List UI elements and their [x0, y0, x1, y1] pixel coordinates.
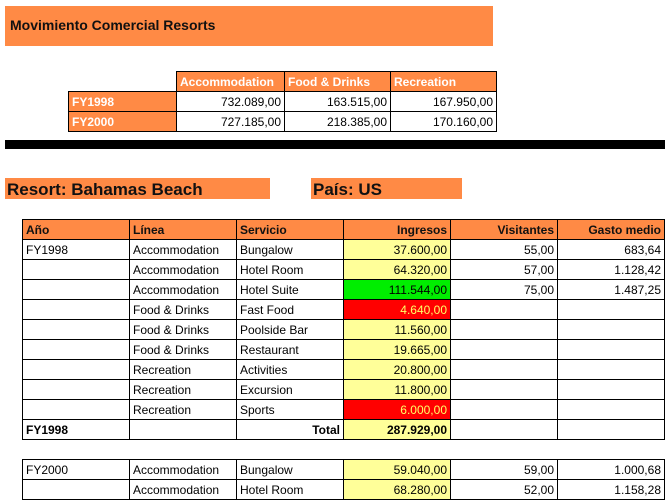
year-cell	[23, 480, 130, 500]
year-cell: FY1998	[23, 240, 130, 260]
summary-cell: 218.385,00	[285, 112, 391, 132]
spacer-row	[23, 440, 665, 460]
table-row	[23, 260, 665, 280]
year-cell	[23, 300, 130, 320]
summary-header: Food & Drinks	[285, 72, 391, 92]
service-cell: Hotel Room	[237, 260, 344, 280]
visitors-cell: 52,00	[451, 480, 558, 500]
table-row	[23, 380, 665, 400]
summary-cell: 170.160,00	[391, 112, 497, 132]
year-cell	[23, 380, 130, 400]
spacer-cell	[130, 440, 237, 460]
year-cell	[23, 280, 130, 300]
table-row	[23, 240, 665, 260]
column-header: Línea	[130, 220, 237, 240]
visitors-cell: 75,00	[451, 280, 558, 300]
line-cell: Accommodation	[130, 280, 237, 300]
avg-spend-cell: 1.128,42	[558, 260, 665, 280]
column-header: Ingresos	[344, 220, 451, 240]
total-row	[23, 420, 665, 440]
avg-spend-cell	[558, 360, 665, 380]
line-cell: Accommodation	[130, 460, 237, 480]
visitors-cell	[451, 360, 558, 380]
visitors-cell: 57,00	[451, 260, 558, 280]
service-cell: Hotel Room	[237, 480, 344, 500]
service-cell: Sports	[237, 400, 344, 420]
summary-row-label: FY2000	[69, 112, 177, 132]
year-cell	[23, 340, 130, 360]
table-row	[23, 320, 665, 340]
service-cell: Fast Food	[237, 300, 344, 320]
year-cell: FY2000	[23, 460, 130, 480]
line-cell: Accommodation	[130, 240, 237, 260]
summary-cell: 727.185,00	[177, 112, 285, 132]
revenue-cell: 64.320,00	[344, 260, 451, 280]
visitors-cell: 55,00	[451, 240, 558, 260]
service-cell: Restaurant	[237, 340, 344, 360]
revenue-cell: 4.640,00	[344, 300, 451, 320]
summary-header-row	[69, 72, 497, 92]
visitors-cell	[451, 300, 558, 320]
year-cell	[23, 360, 130, 380]
table-row	[23, 340, 665, 360]
avg-spend-cell: 1.487,25	[558, 280, 665, 300]
visitors-cell	[451, 320, 558, 340]
line-cell: Food & Drinks	[130, 300, 237, 320]
service-cell: Activities	[237, 360, 344, 380]
total-empty-cell	[130, 420, 237, 440]
avg-spend-cell: 683,64	[558, 240, 665, 260]
detail-table	[22, 219, 665, 500]
line-cell: Accommodation	[130, 260, 237, 280]
summary-cell: 732.089,00	[177, 92, 285, 112]
section-divider	[5, 140, 665, 149]
summary-corner	[69, 72, 177, 92]
visitors-cell	[451, 400, 558, 420]
table-row	[23, 460, 665, 480]
visitors-cell: 59,00	[451, 460, 558, 480]
summary-table	[68, 71, 497, 132]
avg-spend-cell: 1.000,68	[558, 460, 665, 480]
total-year-cell: FY1998	[23, 420, 130, 440]
summary-header: Recreation	[391, 72, 497, 92]
country-label: País: US	[313, 180, 382, 199]
avg-spend-cell	[558, 340, 665, 360]
service-cell: Bungalow	[237, 460, 344, 480]
avg-spend-cell	[558, 320, 665, 340]
revenue-cell: 19.665,00	[344, 340, 451, 360]
table-row	[23, 300, 665, 320]
spacer-cell	[237, 440, 344, 460]
spacer-cell	[558, 440, 665, 460]
detail-header-row	[23, 220, 665, 240]
year-cell	[23, 400, 130, 420]
table-row	[23, 360, 665, 380]
column-header: Visitantes	[451, 220, 558, 240]
line-cell: Accommodation	[130, 480, 237, 500]
total-empty-cell	[558, 420, 665, 440]
table-row	[23, 480, 665, 500]
line-cell: Recreation	[130, 400, 237, 420]
revenue-cell: 37.600,00	[344, 240, 451, 260]
summary-row	[69, 92, 497, 112]
table-row	[23, 400, 665, 420]
avg-spend-cell	[558, 300, 665, 320]
report-title: Movimiento Comercial Resorts	[10, 17, 216, 33]
line-cell: Food & Drinks	[130, 320, 237, 340]
summary-cell: 167.950,00	[391, 92, 497, 112]
service-cell: Excursion	[237, 380, 344, 400]
service-cell: Bungalow	[237, 240, 344, 260]
line-cell: Recreation	[130, 360, 237, 380]
service-cell: Hotel Suite	[237, 280, 344, 300]
revenue-cell: 68.280,00	[344, 480, 451, 500]
total-empty-cell	[451, 420, 558, 440]
column-header: Servicio	[237, 220, 344, 240]
revenue-cell: 11.800,00	[344, 380, 451, 400]
revenue-cell: 59.040,00	[344, 460, 451, 480]
total-label-cell: Total	[237, 420, 344, 440]
spacer-cell	[344, 440, 451, 460]
visitors-cell	[451, 380, 558, 400]
spacer-cell	[23, 440, 130, 460]
spacer-cell	[451, 440, 558, 460]
avg-spend-cell: 1.158,28	[558, 480, 665, 500]
year-cell	[23, 320, 130, 340]
line-cell: Food & Drinks	[130, 340, 237, 360]
resort-label: Resort: Bahamas Beach	[7, 180, 203, 199]
year-cell	[23, 260, 130, 280]
table-row	[23, 280, 665, 300]
revenue-cell: 20.800,00	[344, 360, 451, 380]
service-cell: Poolside Bar	[237, 320, 344, 340]
revenue-cell: 6.000,00	[344, 400, 451, 420]
revenue-cell: 111.544,00	[344, 280, 451, 300]
summary-cell: 163.515,00	[285, 92, 391, 112]
column-header: Año	[23, 220, 130, 240]
summary-header: Accommodation	[177, 72, 285, 92]
revenue-cell: 11.560,00	[344, 320, 451, 340]
avg-spend-cell	[558, 400, 665, 420]
visitors-cell	[451, 340, 558, 360]
column-header: Gasto medio	[558, 220, 665, 240]
summary-row-label: FY1998	[69, 92, 177, 112]
line-cell: Recreation	[130, 380, 237, 400]
summary-row	[69, 112, 497, 132]
total-revenue-cell: 287.929,00	[344, 420, 451, 440]
avg-spend-cell	[558, 380, 665, 400]
